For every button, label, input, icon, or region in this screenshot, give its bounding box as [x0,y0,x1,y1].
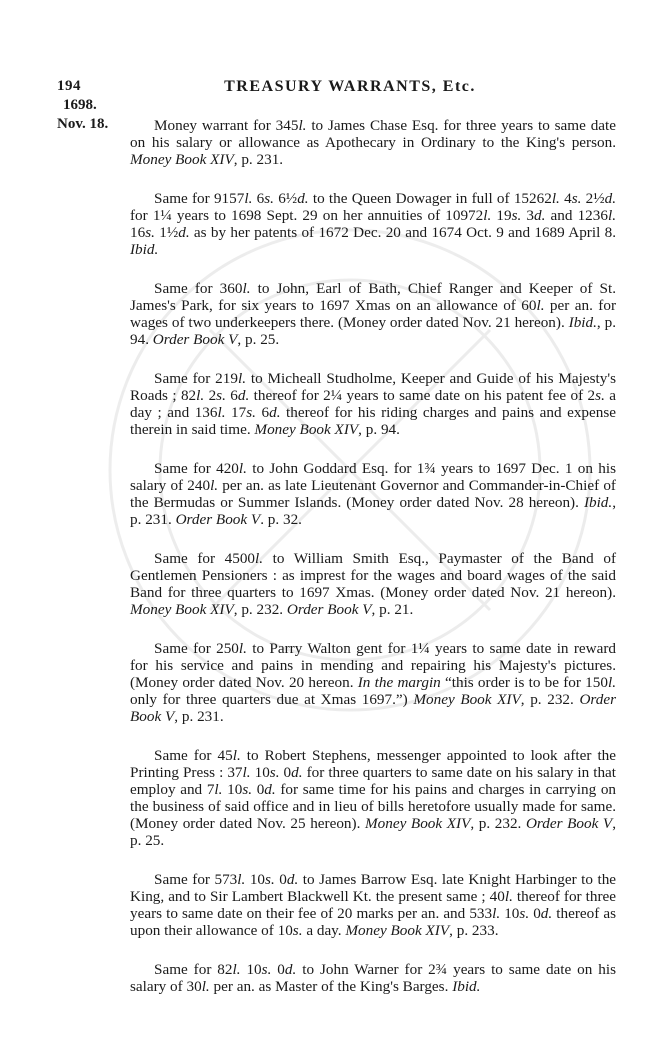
italic-reference-text: Order Book V [152,331,238,348]
entry-text: only for three quarters due at Xmas 1697.”) [130,691,414,708]
entry-text: to James Barrow Esq. late Knight Harbinger to the King, and to Sir Lambert Blackwell Kt. the present same ; 40 [130,871,617,905]
italic-reference-text: Ibid. [130,241,159,258]
entry-text: per an. for wages of two underkeepers there. (Money order dated Nov. 21 hereon). [130,297,616,331]
entry-text: thereof for his riding charges and pains and expense therein in said time. [130,404,617,438]
italic-reference-text: l. [210,477,219,494]
warrant-entry [130,747,616,849]
warrant-entry [130,640,616,725]
italic-reference-text: Order Book V [175,511,261,528]
italic-reference-text: d. [264,781,276,798]
entry-text: as by her patents of 1672 Dec. 20 and 1674 Oct. 9 and 1689 April 8. [189,224,617,241]
italic-reference-text: s. [264,190,274,207]
italic-reference-text: s. [519,905,530,922]
entry-text: 17 [225,404,247,421]
entry-text: , p. 232. [233,601,287,618]
entry-text: thereof for three years to same date on their fee of 20 marks per an. and 533 [130,888,616,922]
italic-reference-text: l. [232,961,241,978]
entry-text: “this order is to be for 150 [440,674,608,691]
entry-text: 3 [521,207,535,224]
italic-reference-text: Ibid. [583,494,613,511]
entry-text: , p. 231. [233,151,284,168]
italic-reference-text: Money Book XIV [345,922,450,939]
entry-text: 0 [529,905,541,922]
italic-reference-text: l. [238,640,247,657]
entry-text: Same for 250 [154,640,239,657]
margin-date: Nov. 18. [57,116,109,132]
warrant-entry [130,550,616,618]
italic-reference-text: d. [534,207,546,224]
italic-reference-text: l. [237,871,246,888]
italic-reference-text: s. [145,224,155,241]
entry-text: , p. 232. [520,691,580,708]
entry-text: , p. 21. [371,601,414,618]
italic-reference-text: s. [269,764,280,781]
entry-text: Same for 360 [154,280,243,297]
entry-text: 0 [279,764,292,781]
italic-reference-text: d. [604,190,617,207]
margin-year: 1698. [63,97,97,113]
entry-text: per an. as Master of the King's Barges. [209,978,453,995]
italic-reference-text: Ibid. [568,314,597,331]
italic-reference-text: d. [284,961,297,978]
entry-text: Same for 219 [154,370,238,387]
entry-text: 0 [252,781,265,798]
entry-text: 0 [274,871,287,888]
entry-text: 6½ [273,190,298,207]
italic-reference-text: s. [292,922,303,939]
warrant-entry [130,460,616,528]
italic-reference-text: s. [265,871,275,888]
italic-reference-text: d. [286,871,299,888]
italic-reference-text: Money Book XIV [254,421,359,438]
entry-text: , p. 25. [130,815,617,849]
entry-text: for 1¼ years to 1698 Sept. 29 on her annuities of 10972 [130,207,484,224]
entry-text: to Micheall Studholme, Keeper and Guide of his Majesty's Roads ; 82 [130,370,617,404]
entry-text: 6 [255,404,270,421]
entry-text: to Parry Walton gent for 1¼ years to same date in reward for his service and pains in mending and repairing his Majesty's pictures. (Money order dated Nov. 20 hereon. [130,640,617,691]
entry-text: 2 [204,387,217,404]
italic-reference-text: l. [607,674,616,691]
entry-text: a day ; and 136 [130,387,617,421]
entry-text: 6 [225,387,238,404]
entry-text: 2½ [581,190,605,207]
entry-text: thereof as upon their allowance of 10 [130,905,616,939]
entry-text: 16 [130,224,146,241]
italic-reference-text: l. [214,781,223,798]
italic-reference-text: d. [540,905,553,922]
italic-reference-text: l. [242,764,251,781]
italic-reference-text: l. [244,190,253,207]
entry-text: to John Goddard Esq. for 1¾ years to 1697 Dec. 1 on his salary of 240 [130,460,617,494]
entry-text: , p. 231. [174,708,224,725]
entry-text: to the Queen Dowager in full of 15262 [308,190,552,207]
warrant-entry [130,117,616,168]
italic-reference-text: d. [297,190,309,207]
entry-text: to William Smith Esq., Paymaster of the Band of Gentlemen Pensioners : as imprest for the wages and board wages of the said Band for three quarters to 1697 Xmas. (Money order dated Nov. 21 hereon). [130,550,617,601]
entry-text: Same for 4500 [154,550,256,567]
italic-reference-text: s. [246,404,256,421]
italic-reference-text: d. [178,224,190,241]
italic-reference-text: l. [504,888,513,905]
entry-text: to John Warner for 2¾ years to same date on his salary of 30 [130,961,617,995]
entry-text: for same time for his pains and charges in carrying on the business of said office and in lieu of bills heretofore usually made for same. (Money order dated Nov. 25 hereon). [130,781,617,832]
entry-text: a day. [302,922,346,939]
warrant-entry [130,961,616,995]
entry-text: to John, Earl of Bath, Chief Ranger and Keeper of St. James's Park, for six years to 1697 Xmas on an allowance of 60 [130,280,616,314]
entry-text: to James Chase Esq. for three years to same date on his salary or allowance as Apothecary in Ordinary to the King's person. [130,117,616,151]
entry-text: per an. as late Lieutenant Governor and Commander-in-Chief of the Bermudas or Summer Islands. (Money order dated Nov. 28 hereon). [130,477,616,511]
italic-reference-text: Money Book XIV [130,601,234,618]
italic-reference-text: l. [551,190,560,207]
warrant-entry [130,370,616,438]
italic-reference-text: l. [201,978,210,995]
entry-text: , p. 25. [237,331,280,348]
italic-reference-text: Order Book V [525,815,613,832]
entry-text: and 1236 [545,207,608,224]
entry-text: , p. 233. [449,922,499,939]
entry-text: Same for 82 [154,961,233,978]
italic-reference-text: s. [511,207,522,224]
entry-text: Same for 9157 [154,190,245,207]
entry-text: Same for 420 [154,460,239,477]
entry-text: 6 [252,190,265,207]
italic-reference-text: s. [595,387,605,404]
entry-text: Money warrant for 345 [154,117,299,134]
italic-reference-text: d. [237,387,250,404]
entry-text: , p. 232. [470,815,526,832]
entries-list [130,117,616,1017]
italic-reference-text: l. [483,207,492,224]
italic-reference-text: Money Book XIV [365,815,471,832]
entry-text: 10 [500,905,520,922]
italic-reference-text: l. [238,460,247,477]
italic-reference-text: Money Book XIV [413,691,521,708]
italic-reference-text: Order Book V [130,691,617,725]
italic-reference-text: s. [242,781,253,798]
entry-text: 10 [245,871,266,888]
italic-reference-text: In the margin [357,674,441,691]
entry-text: Same for 573 [154,871,238,888]
italic-reference-text: Order Book V [286,601,372,618]
entry-text: 4 [559,190,572,207]
italic-reference-text: l. [255,550,264,567]
entry-text: Same for 45 [154,747,233,764]
entry-text: to Robert Stephens, messenger appointed to look after the Printing Press : 37 [130,747,617,781]
italic-reference-text: l. [536,297,545,314]
entry-text: 0 [271,961,285,978]
entry-text: , p. 231. [130,494,616,528]
italic-reference-text: d. [269,404,281,421]
warrant-entry [130,280,616,348]
entry-text: for three quarters to same date on his salary in that employ and 7 [130,764,617,798]
entry-text: . p. 32. [260,511,302,528]
page-number: 194 [57,78,81,94]
italic-reference-text: l. [607,207,616,224]
italic-reference-text: s. [261,961,272,978]
italic-reference-text: s. [216,387,226,404]
entry-text: 10 [240,961,262,978]
italic-reference-text: s. [571,190,582,207]
running-title: TREASURY WARRANTS, Etc. [224,78,476,95]
italic-reference-text: l. [237,370,246,387]
entry-text: , p. 94. [358,421,400,438]
italic-reference-text: Money Book XIV [130,151,234,168]
warrant-entry [130,871,616,939]
italic-reference-text: l. [492,905,501,922]
entry-text: 10 [250,764,270,781]
italic-reference-text: l. [242,280,251,297]
italic-reference-text: l. [298,117,307,134]
italic-reference-text: l. [217,404,226,421]
entry-text: , p. 94. [130,314,617,348]
italic-reference-text: l. [196,387,205,404]
italic-reference-text: Ibid. [452,978,481,995]
italic-reference-text: d. [291,764,303,781]
entry-text: thereof for 2¼ years to same date on his patent fee of 2 [249,387,596,404]
italic-reference-text: l. [232,747,241,764]
entry-text: 1½ [154,224,179,241]
entry-text: 19 [491,207,512,224]
warrant-entry [130,190,616,258]
entry-text: 10 [222,781,243,798]
